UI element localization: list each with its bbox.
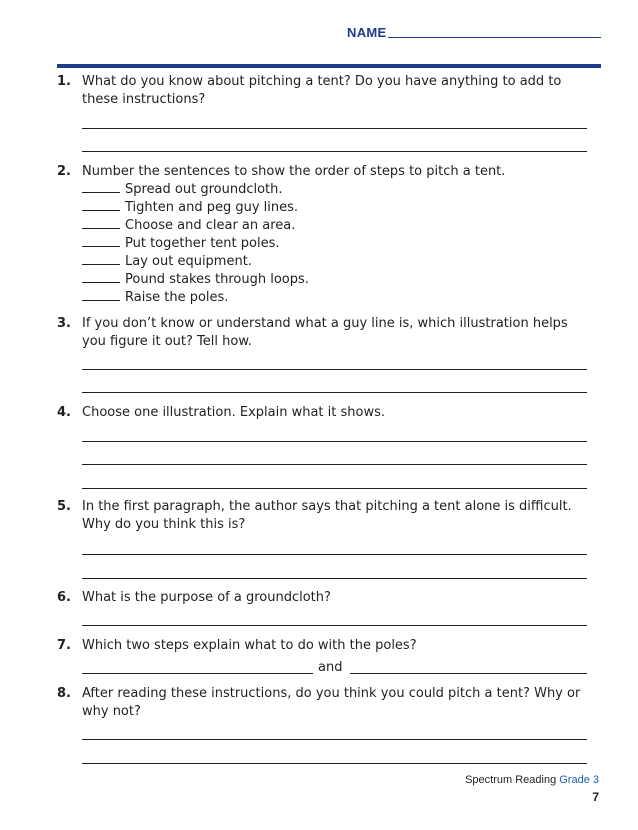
answer-line[interactable] bbox=[82, 392, 587, 393]
step-blank[interactable] bbox=[82, 300, 120, 301]
question-number: 1. bbox=[57, 74, 71, 89]
step-answer-line[interactable] bbox=[82, 673, 313, 674]
answer-line[interactable] bbox=[82, 625, 587, 626]
name-label: NAME bbox=[347, 25, 387, 40]
answer-line[interactable] bbox=[82, 488, 587, 489]
grade-label: Grade 3 bbox=[559, 774, 599, 786]
step-item bbox=[82, 253, 252, 271]
step-item bbox=[82, 217, 295, 235]
step-text: Pound stakes through loops. bbox=[125, 272, 309, 287]
step-blank[interactable] bbox=[82, 246, 120, 247]
question-number: 5. bbox=[57, 499, 71, 514]
step-text: Lay out equipment. bbox=[125, 254, 252, 269]
question-text: What is the purpose of a groundcloth? bbox=[82, 590, 331, 605]
question-text: In the first paragraph, the author says that pitching a tent alone is difficult. Why do you think this is? bbox=[82, 499, 572, 532]
question-number: 8. bbox=[57, 686, 71, 701]
step-blank[interactable] bbox=[82, 210, 120, 211]
answer-line[interactable] bbox=[82, 739, 587, 740]
step-blank[interactable] bbox=[82, 228, 120, 229]
name-answer-line[interactable] bbox=[388, 37, 601, 38]
answer-line[interactable] bbox=[82, 578, 587, 579]
question-text: Which two steps explain what to do with the poles? bbox=[82, 638, 417, 653]
question-text: If you don’t know or understand what a guy line is, which illustration helps you figure it out? Tell how. bbox=[82, 316, 568, 349]
step-blank[interactable] bbox=[82, 282, 120, 283]
question-text: Number the sentences to show the order of steps to pitch a tent. bbox=[82, 164, 506, 179]
step-item bbox=[82, 235, 279, 253]
step-text: Put together tent poles. bbox=[125, 236, 280, 251]
answer-line[interactable] bbox=[82, 128, 587, 129]
answer-line[interactable] bbox=[82, 369, 587, 370]
answer-line[interactable] bbox=[82, 441, 587, 442]
step-item bbox=[82, 271, 309, 289]
step-item bbox=[82, 181, 283, 199]
step-blank[interactable] bbox=[82, 192, 120, 193]
question-number: 6. bbox=[57, 590, 71, 605]
step-text: Choose and clear an area. bbox=[125, 218, 296, 233]
question-number: 4. bbox=[57, 405, 71, 420]
step-text: Spread out groundcloth. bbox=[125, 182, 283, 197]
answer-line[interactable] bbox=[82, 763, 587, 764]
question-text: What do you know about pitching a tent? Do you have anything to add to these instructions? bbox=[82, 74, 562, 107]
question-text: Choose one illustration. Explain what it shows. bbox=[82, 405, 386, 420]
answer-line[interactable] bbox=[82, 554, 587, 555]
question-number: 3. bbox=[57, 316, 71, 331]
answer-line[interactable] bbox=[82, 464, 587, 465]
and-connector: and bbox=[318, 660, 343, 675]
series-name: Spectrum Reading bbox=[465, 774, 557, 786]
step-answer-line[interactable] bbox=[350, 673, 587, 674]
header-rule bbox=[57, 64, 601, 68]
step-text: Raise the poles. bbox=[125, 290, 229, 305]
answer-line[interactable] bbox=[82, 151, 587, 152]
page-number: 7 bbox=[592, 790, 599, 804]
question-text: After reading these instructions, do you think you could pitch a tent? Why or why not? bbox=[82, 686, 581, 719]
step-item bbox=[82, 199, 298, 217]
step-item bbox=[82, 289, 228, 307]
question-number: 2. bbox=[57, 164, 71, 179]
footer-credit bbox=[465, 774, 599, 786]
step-blank[interactable] bbox=[82, 264, 120, 265]
step-text: Tighten and peg guy lines. bbox=[125, 200, 299, 215]
question-number: 7. bbox=[57, 638, 71, 653]
